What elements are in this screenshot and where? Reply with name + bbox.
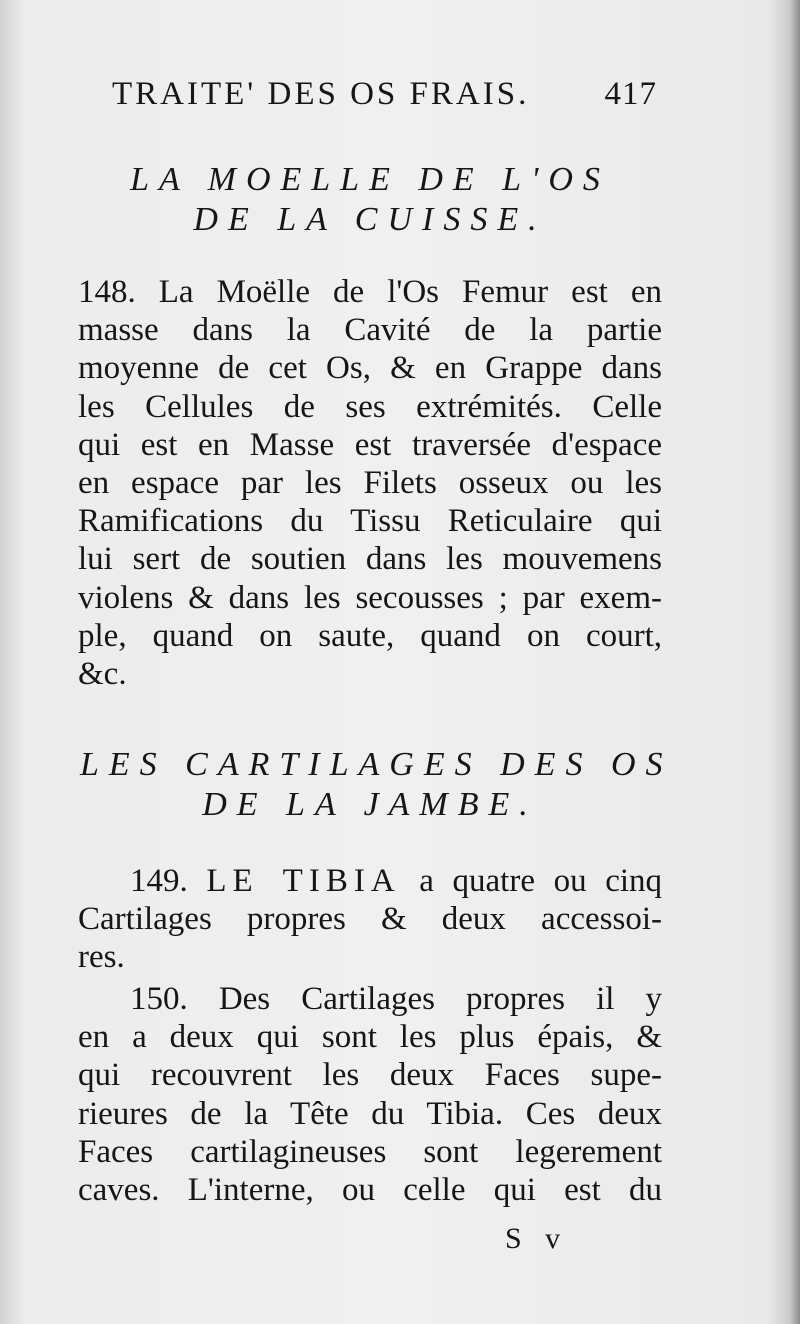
page-edge xyxy=(790,0,800,1324)
text-line: Ramifications du Tissu Reticulaire qui xyxy=(78,503,662,540)
signature-mark: S v xyxy=(505,1222,569,1255)
text-line: les Cellules de ses extrémités. Celle xyxy=(78,388,662,425)
text-line: Faces cartilagineuses sont legerement xyxy=(78,1133,662,1170)
paragraph-148 xyxy=(78,273,662,693)
paragraph-150 xyxy=(78,980,662,1209)
section-title-line: DE LA CUISSE. xyxy=(193,201,547,238)
section-title-line: LES CARTILAGES DES OS xyxy=(80,746,673,783)
section-title-line: LA MOELLE DE L'OS xyxy=(130,161,610,198)
text-line: lui sert de soutien dans les mouvemens xyxy=(78,541,662,578)
running-title: TRAITE' DES OS FRAIS. xyxy=(112,76,530,112)
text-line: violens & dans les secousses ; par exem- xyxy=(78,579,662,616)
text-line: qui est en Masse est traversée d'espace xyxy=(78,426,662,463)
text-fragment: a quatre ou cinq xyxy=(419,863,663,899)
running-header xyxy=(112,76,657,113)
page-number: 417 xyxy=(604,76,657,112)
text-line: moyenne de cet Os, & en Grappe dans xyxy=(78,350,662,387)
text-line: masse dans la Cavité de la partie xyxy=(78,312,662,349)
section-title xyxy=(80,160,660,240)
text-line: rieures de la Tête du Tibia. Ces deux xyxy=(78,1095,662,1132)
text-line xyxy=(78,862,662,900)
paragraph-149 xyxy=(78,862,662,977)
paragraph-number: 149. xyxy=(130,863,188,899)
text-line: &c. xyxy=(78,656,127,693)
text-line: 148. La Moëlle de l'Os Femur est en xyxy=(78,274,662,310)
text-line: qui recouvrent les deux Faces supe- xyxy=(78,1057,662,1094)
text-line: en a deux qui sont les plus épais, & xyxy=(78,1019,662,1056)
text-line: caves. L'interne, ou celle qui est du xyxy=(78,1172,662,1209)
text-line: Cartilages propres & deux accessoi- xyxy=(78,901,662,938)
lead-word: LE TIBIA xyxy=(206,863,401,899)
text-line: res. xyxy=(78,939,125,976)
section-title xyxy=(80,745,673,825)
text-line: 150. Des Cartilages propres il y xyxy=(130,981,662,1017)
text-line: ple, quand on saute, quand on court, xyxy=(78,617,662,654)
section-title-line: DE LA JAMBE. xyxy=(202,786,538,823)
text-line: en espace par les Filets osseux ou les xyxy=(78,465,662,502)
